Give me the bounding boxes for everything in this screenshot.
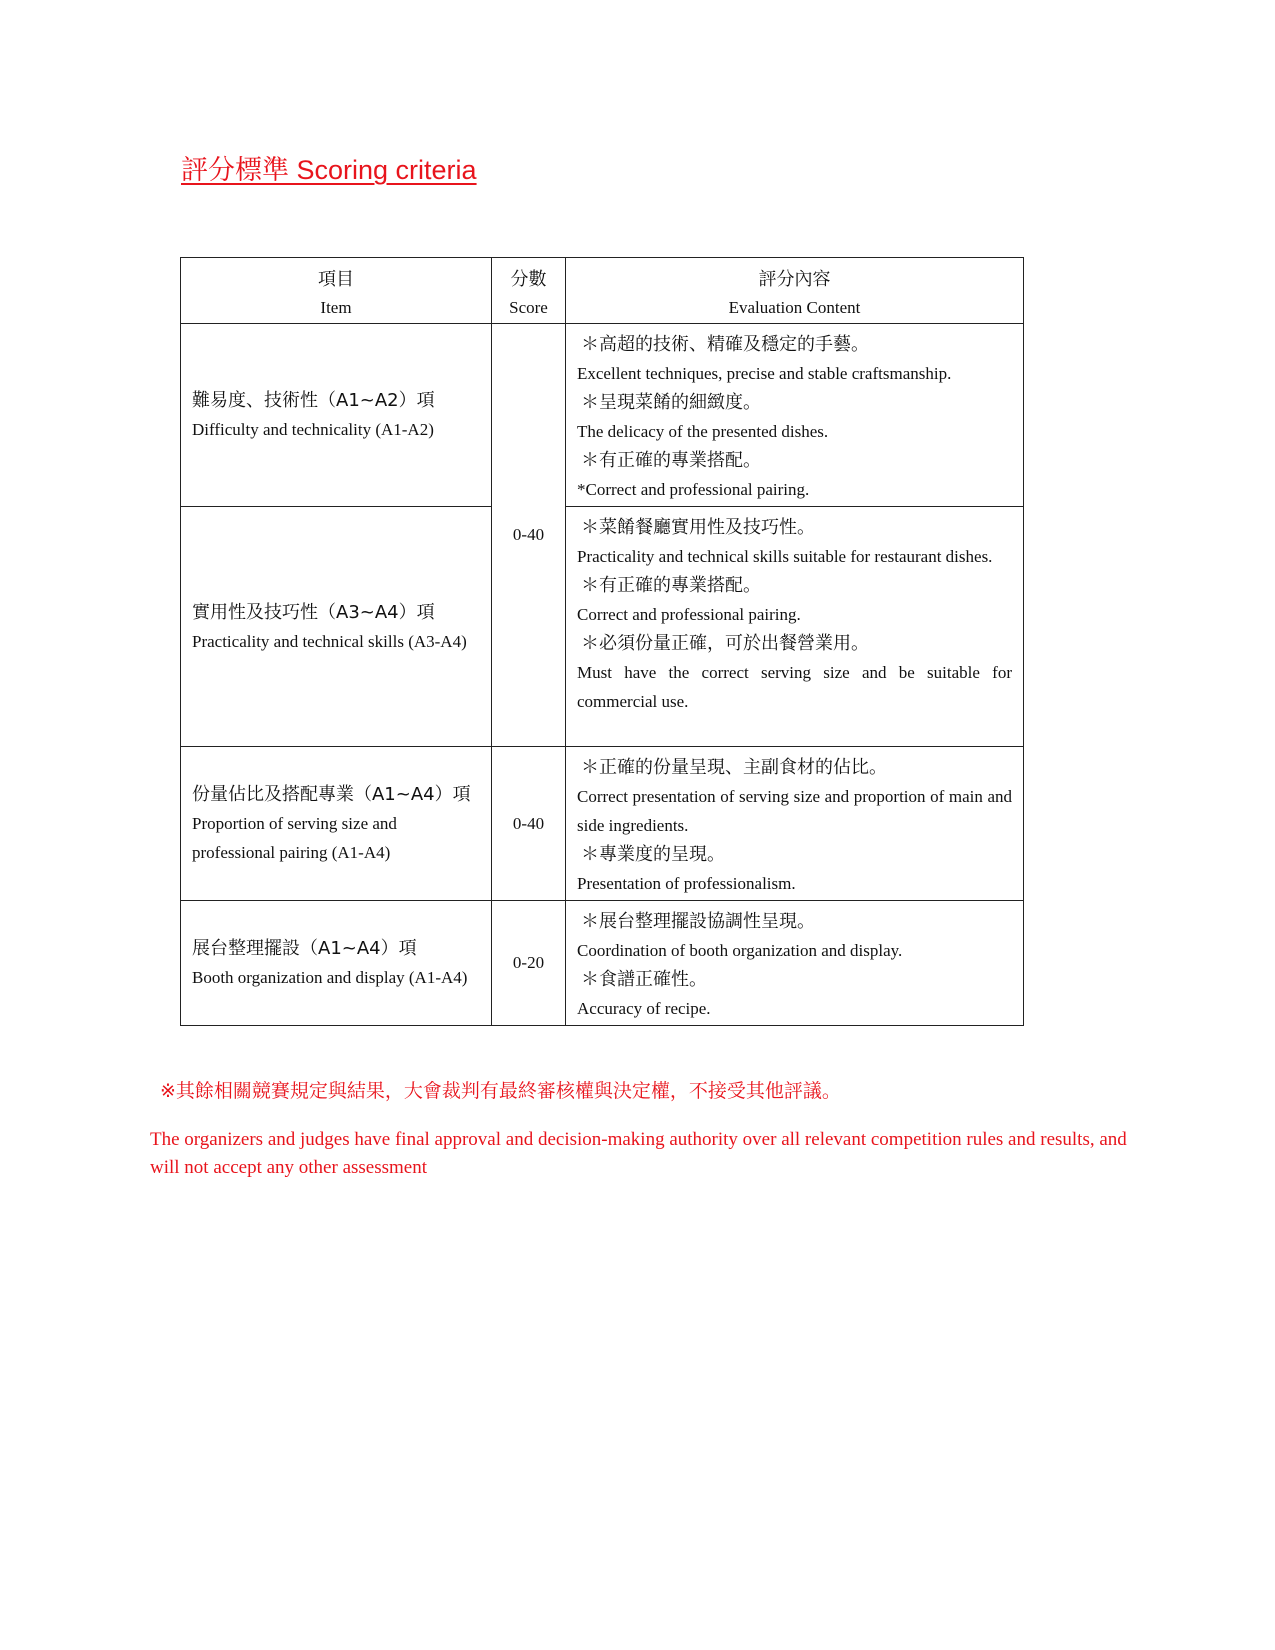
table-row xyxy=(181,324,1024,507)
criterion-zh: ＊有正確的專業搭配。 xyxy=(581,575,761,596)
header-content xyxy=(566,258,1024,324)
item-zh: 實用性及技巧性（A3~A4）項 xyxy=(192,601,435,623)
item-zh: 展台整理擺設（A1~A4）項 xyxy=(192,938,417,959)
table-header-row xyxy=(181,258,1024,324)
table-row xyxy=(181,747,1024,901)
header-score xyxy=(492,258,566,324)
criterion-zh: ＊食譜正確性。 xyxy=(581,969,707,990)
score-cell: 0-40 xyxy=(492,324,566,747)
row-content xyxy=(566,901,1024,1026)
item-en: Difficulty and technicality (A1-A2) xyxy=(192,420,434,439)
table-row xyxy=(181,507,1024,747)
header-content-en: Evaluation Content xyxy=(728,297,861,317)
header-item xyxy=(181,258,492,324)
page-title: 評分標準 Scoring criteria xyxy=(181,155,477,185)
criterion-en: Practicality and technical skills suitable for restaurant dishes. xyxy=(577,547,993,566)
row-item xyxy=(181,747,492,901)
criterion-en: The delicacy of the presented dishes. xyxy=(577,422,829,441)
score-cell: 0-40 xyxy=(492,747,566,901)
criterion-en: Presentation of professionalism. xyxy=(577,874,796,893)
item-zh: 難易度、技術性（A1~A2）項 xyxy=(192,390,435,411)
criterion-zh: ＊有正確的專業搭配。 xyxy=(581,450,761,471)
criterion-en: Coordination of booth organization and display. xyxy=(577,941,903,960)
criterion-en: Excellent techniques, precise and stable craftsmanship. xyxy=(577,364,952,383)
item-zh: 份量佔比及搭配專業（A1~A4）項 xyxy=(192,784,471,805)
item-en: Proportion of serving size and professional pairing (A1-A4) xyxy=(192,814,397,862)
item-en: Booth organization and display (A1-A4) xyxy=(192,968,468,987)
criterion-zh: ＊專業度的呈現。 xyxy=(581,844,725,865)
criterion-zh: ＊菜餚餐廳實用性及技巧性。 xyxy=(581,517,815,538)
criterion-en: Correct presentation of serving size and proportion of main and side ingredients. xyxy=(577,787,1012,835)
header-content-zh: 評分內容 xyxy=(758,268,831,290)
note-english: The organizers and judges have final approval and decision-making authority over all relevant competition rules and results, and will not accept any other assessment xyxy=(150,1129,1127,1178)
criterion-zh: ＊高超的技術、精確及穩定的手藝。 xyxy=(581,334,869,355)
row-item xyxy=(181,901,492,1026)
table-row xyxy=(181,901,1024,1026)
criterion-en: *Correct and professional pairing. xyxy=(577,480,810,499)
header-score-zh: 分數 xyxy=(510,268,547,290)
criterion-zh: ＊必須份量正確，可於出餐營業用。 xyxy=(581,633,869,654)
scoring-criteria-table xyxy=(180,257,1024,1026)
row-item xyxy=(181,507,492,747)
criterion-en: Must have the correct serving size and be suitable for commercial use. xyxy=(577,663,1012,711)
criterion-zh: ＊正確的份量呈現、主副食材的佔比。 xyxy=(581,757,887,778)
header-item-zh: 項目 xyxy=(318,268,354,290)
criterion-en: Accuracy of recipe. xyxy=(577,999,711,1018)
criterion-zh: ＊展台整理擺設協調性呈現。 xyxy=(581,911,815,932)
header-item-en: Item xyxy=(320,297,352,317)
row-item xyxy=(181,324,492,507)
row-content xyxy=(566,324,1024,507)
header-score-en: Score xyxy=(509,297,548,317)
criterion-en: Correct and professional pairing. xyxy=(577,605,801,624)
row-content xyxy=(566,507,1024,747)
item-en: Practicality and technical skills (A3-A4) xyxy=(192,631,467,651)
score-cell: 0-20 xyxy=(492,901,566,1026)
row-content xyxy=(566,747,1024,901)
note-chinese: ※其餘相關競賽規定與結果，大會裁判有最終審核權與決定權，不接受其他評議。 xyxy=(160,1080,841,1102)
criterion-zh: ＊呈現菜餚的細緻度。 xyxy=(581,392,761,413)
